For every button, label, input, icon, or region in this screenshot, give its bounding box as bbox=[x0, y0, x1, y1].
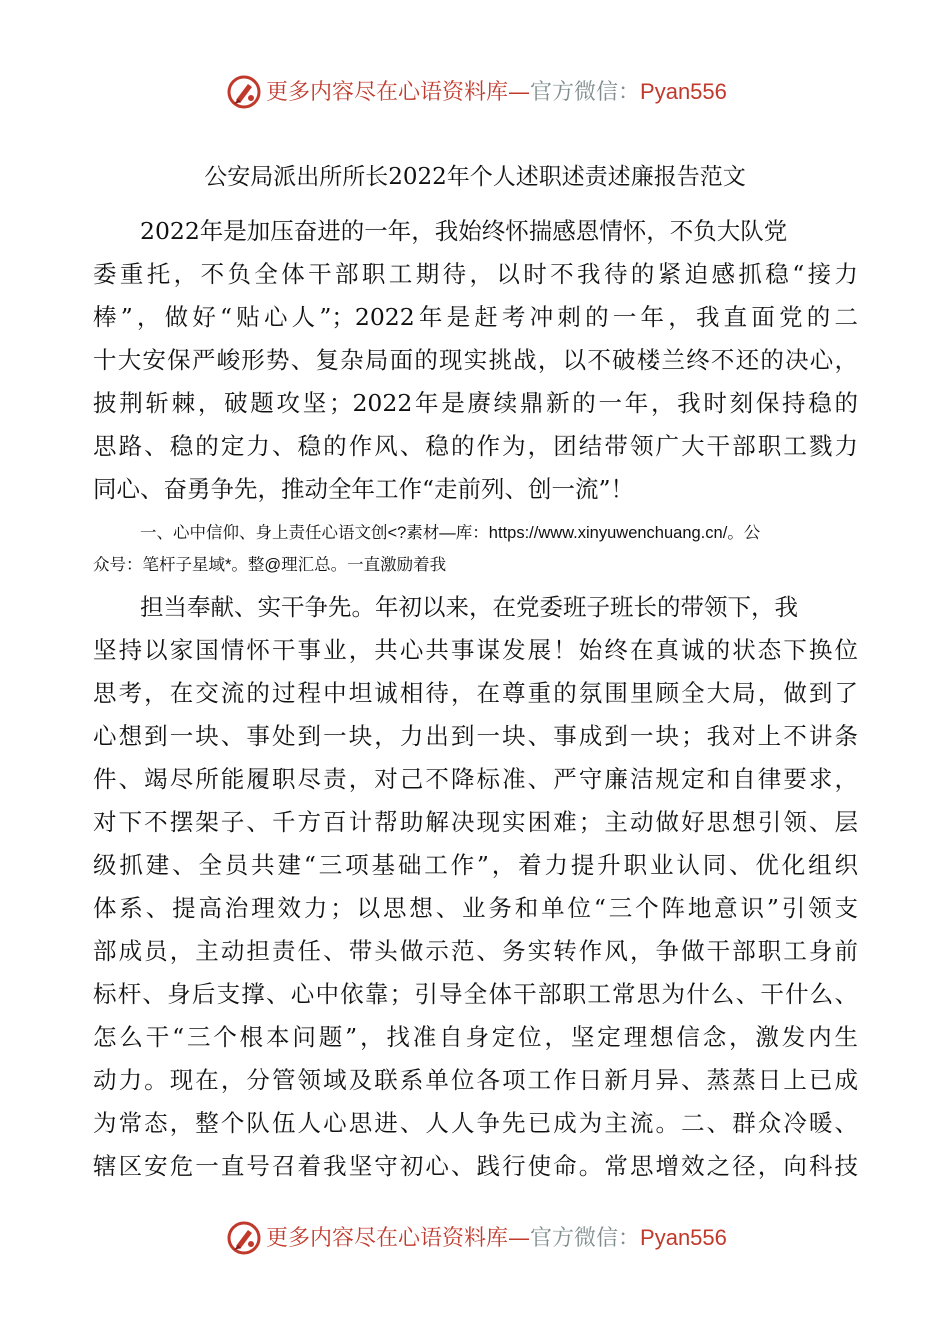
para2-line: 怎么干“三个根本问题”，找准自身定位，坚定理想信念，激发内生 bbox=[93, 1023, 858, 1051]
banner-text bbox=[266, 1222, 727, 1255]
para2-line: 部成员，主动担责任、带头做示范、务实转作风，争做干部职工身前 bbox=[93, 937, 858, 965]
para2-line: 级抓建、全员共建“三项基础工作”，着力提升职业认同、优化组织 bbox=[93, 851, 858, 879]
para2-line: 辖区安危一直号召着我坚守初心、践行使命。常思增效之径，向科技 bbox=[93, 1152, 858, 1180]
banner-wechat-label: 官方微信： bbox=[530, 80, 641, 105]
para2-line: 为常态，整个队伍人心思进、人人争先已成为主流。二、群众冷暖、 bbox=[93, 1109, 858, 1137]
para1-line: 棒”，做好“贴心人”；2022年是赶考冲刺的一年，我直面党的二 bbox=[93, 303, 858, 331]
banner-dash: — bbox=[508, 1226, 531, 1251]
para2-line: 动力。现在，分管领域及联系单位各项工作日新月异、蒸蒸日上已成 bbox=[93, 1066, 858, 1094]
para2-line: 担当奉献、实干争先。年初以来，在党委班子班长的带领下，我 bbox=[140, 593, 798, 621]
banner-text bbox=[266, 76, 727, 109]
footer-banner bbox=[0, 1216, 950, 1260]
section-heading-line: 一、心中信仰、身上责任心语文创<?素材—库：https://www.xinyuwenchuang.cn/。公 bbox=[140, 524, 761, 542]
para2-line: 对下不摆架子、千方百计帮助解决现实困难；主动做好思想引领、层 bbox=[93, 808, 858, 836]
header-banner bbox=[0, 70, 950, 114]
pen-logo-icon bbox=[226, 1220, 262, 1256]
para2-line: 思考，在交流的过程中坦诚相待，在尊重的氛围里顾全大局，做到了 bbox=[93, 679, 858, 707]
para1-line: 披荆斩棘，破题攻坚；2022年是赓续鼎新的一年，我时刻保持稳的 bbox=[93, 389, 858, 417]
para2-line: 标杆、身后支撑、心中依靠；引导全体干部职工常思为什么、干什么、 bbox=[93, 980, 858, 1008]
section-heading-line: 众号：笔杆子星域*。整@理汇总。一直激励着我 bbox=[93, 556, 447, 574]
banner-slogan: 更多内容尽在心语资料库 bbox=[266, 1226, 509, 1251]
para2-line: 心想到一块、事处到一块，力出到一块、事成到一块；我对上不讲条 bbox=[93, 722, 858, 750]
para2-line: 件、竭尽所能履职尽责，对己不降标准、严守廉洁规定和自律要求， bbox=[93, 765, 858, 793]
banner-dash: — bbox=[508, 80, 531, 105]
document-title: 公安局派出所所长2022年个人述职述责述廉报告范文 bbox=[204, 164, 746, 190]
banner-slogan: 更多内容尽在心语资料库 bbox=[266, 80, 509, 105]
para2-line: 体系、提高治理效力；以思想、业务和单位“三个阵地意识”引领支 bbox=[93, 894, 858, 922]
para2-line: 坚持以家国情怀干事业，共心共事谋发展！始终在真诚的状态下换位 bbox=[93, 636, 858, 664]
para1-line: 思路、稳的定力、稳的作风、稳的作为，团结带领广大干部职工戮力 bbox=[93, 432, 858, 460]
para1-line: 十大安保严峻形势、复杂局面的现实挑战，以不破楼兰终不还的决心， bbox=[93, 346, 858, 374]
para1-line: 2022年是加压奋进的一年，我始终怀揣感恩情怀，不负大队党 bbox=[140, 217, 788, 245]
banner-wechat-id: Pyan556 bbox=[640, 1225, 727, 1250]
para1-line: 委重托，不负全体干部职工期待，以时不我待的紧迫感抓稳“接力 bbox=[93, 260, 858, 288]
para1-line: 同心、奋勇争先，推动全年工作“走前列、创一流”！ bbox=[93, 475, 635, 503]
pen-logo-icon bbox=[226, 74, 262, 110]
banner-wechat-id: Pyan556 bbox=[640, 79, 727, 104]
banner-wechat-label: 官方微信： bbox=[530, 1226, 641, 1251]
